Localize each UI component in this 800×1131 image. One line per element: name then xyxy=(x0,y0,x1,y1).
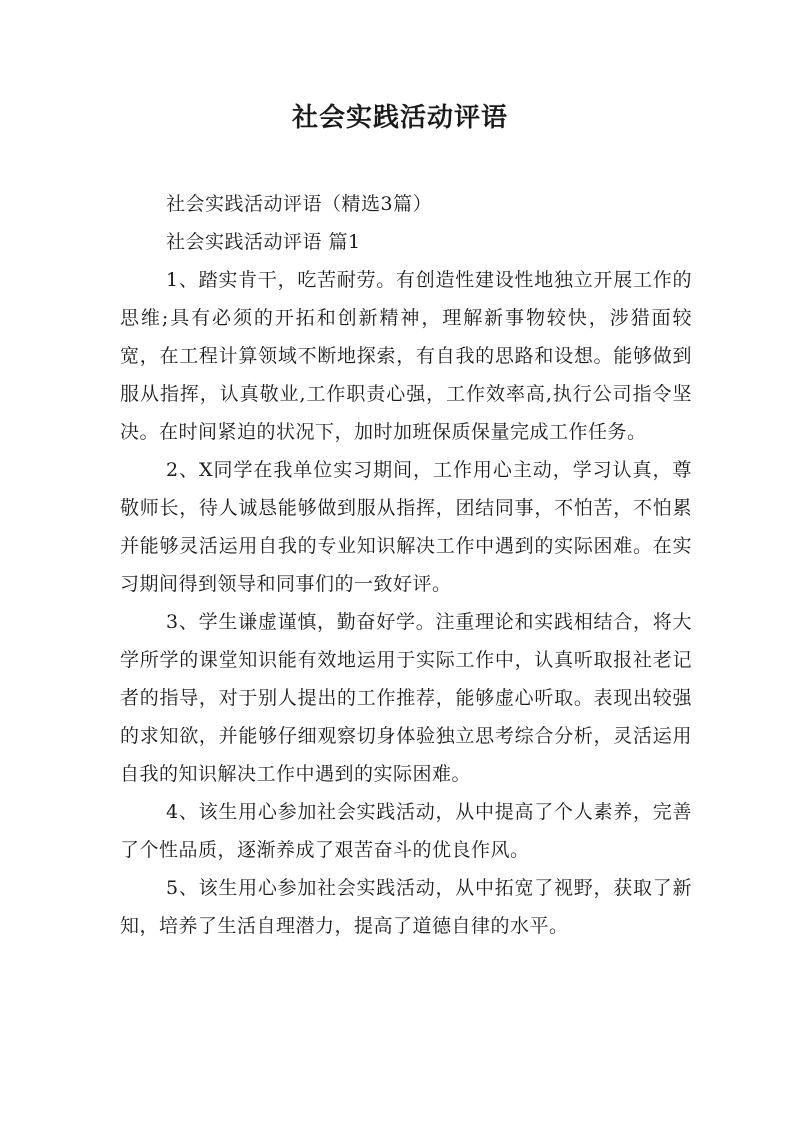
document-title: 社会实践活动评语 xyxy=(291,103,508,133)
document-intro: 社会实践活动评语（精选3篇） xyxy=(166,193,433,215)
paragraph-4: 4、该生用心参加社会实践活动，从中提高了个人素养，完善了个性品质，逐渐养成了艰苦奋斗的优良作风。 xyxy=(120,801,692,861)
section-heading: 社会实践活动评语 篇1 xyxy=(166,231,361,253)
paragraph-2: 2、X同学在我单位实习期间，工作用心主动，学习认真，尊敬师长，待人诚恳能够做到服从指挥，团结同事，不怕苦，不怕累并能够灵活运用自我的专业知识解决工作中遇到的实际困难。在实习期间得到领导和同事们的一致好评。 xyxy=(120,459,692,595)
paragraph-1: 1、踏实肯干，吃苦耐劳。有创造性建设性地独立开展工作的思维;具有必须的开拓和创新精神，理解新事物较快，涉猎面较宽，在工程计算领域不断地探索，有自我的思路和设想。能够做到服从指挥，认真敬业,工作职责心强，工作效率高,执行公司指令坚决。在时间紧迫的状况下，加时加班保质保量完成工作任务。 xyxy=(120,269,692,443)
document-body xyxy=(120,185,692,945)
paragraph-5: 5、该生用心参加社会实践活动，从中拓宽了视野，获取了新知，培养了生活自理潜力，提高了道德自律的水平。 xyxy=(120,877,692,937)
paragraph-3: 3、学生谦虚谨慎，勤奋好学。注重理论和实践相结合，将大学所学的课堂知识能有效地运用于实际工作中，认真听取报社老记者的指导，对于别人提出的工作推荐，能够虚心听取。表现出较强的求知欲，并能够仔细观察切身体验独立思考综合分析，灵活运用自我的知识解决工作中遇到的实际困难。 xyxy=(120,611,692,785)
